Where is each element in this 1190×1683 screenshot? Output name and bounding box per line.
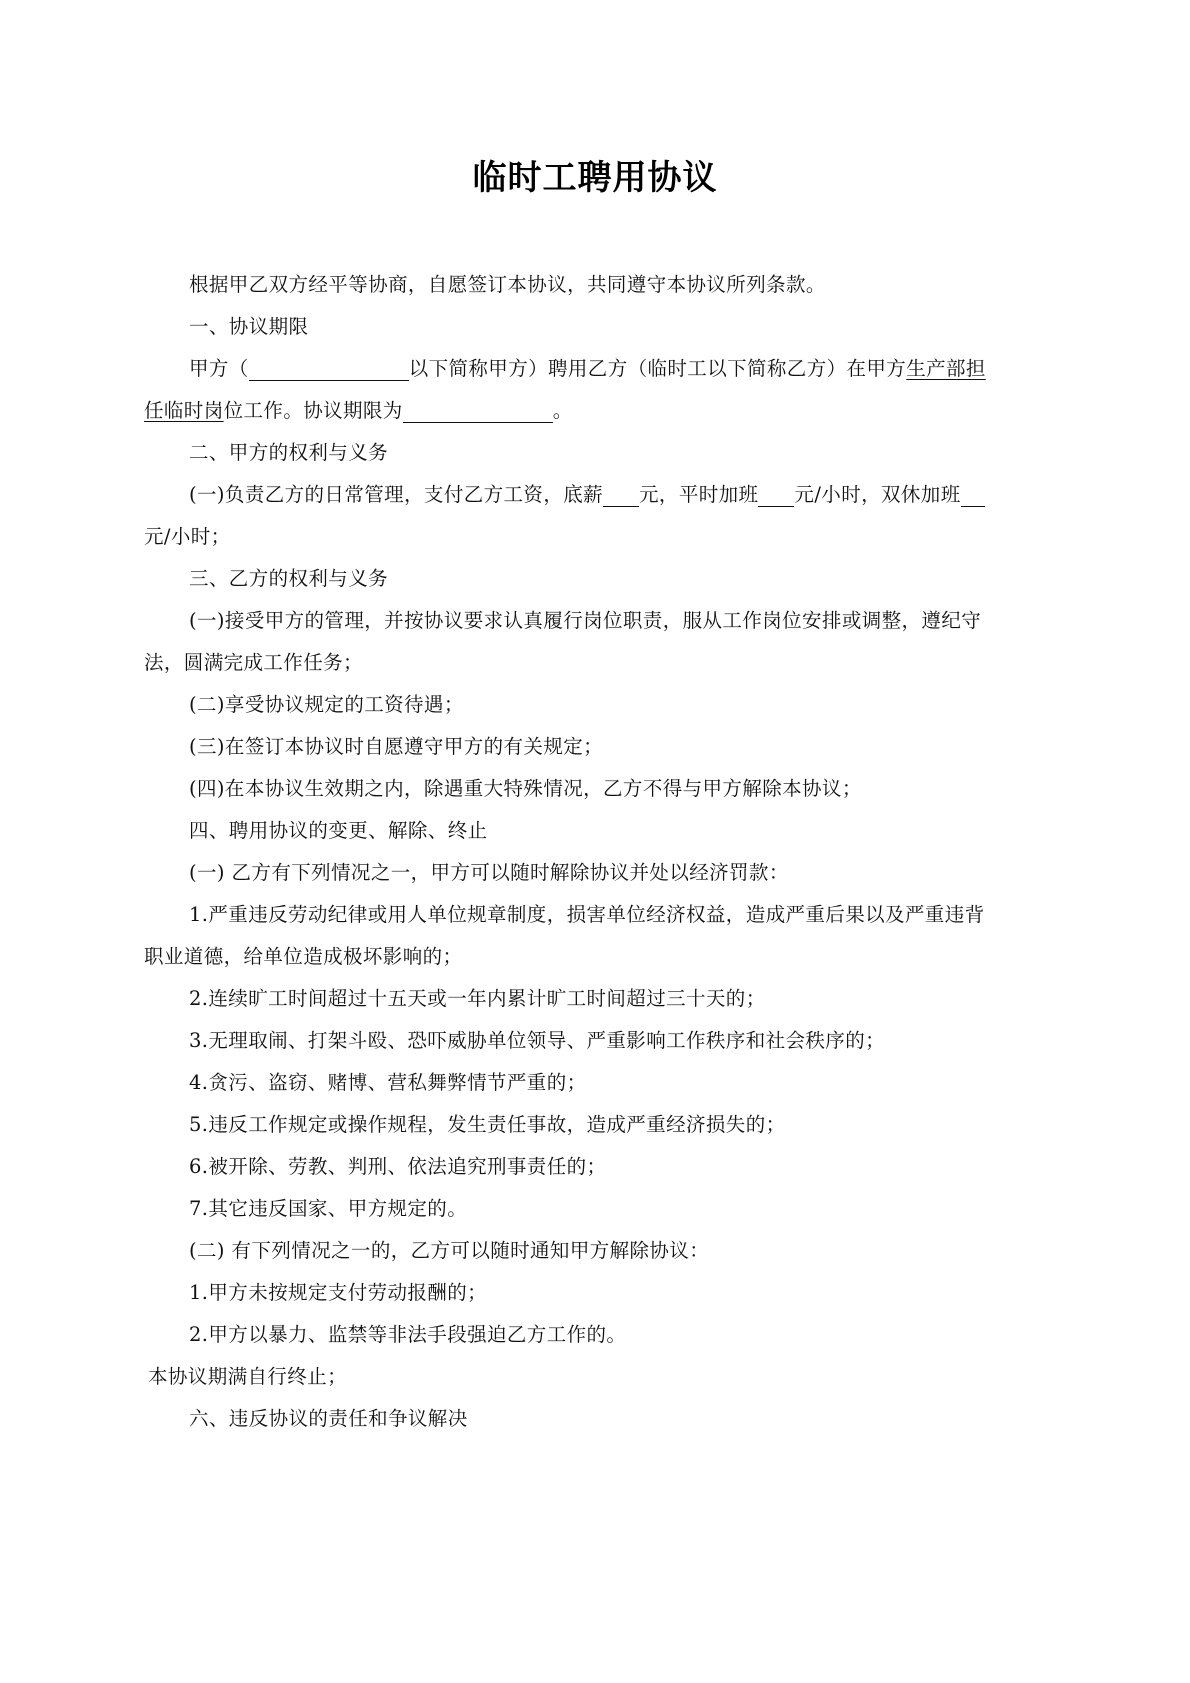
section-4-a-item-4: 4.贪污、盗窃、赌博、营私舞弊情节严重的； <box>189 1071 587 1094</box>
section-1-line-2: 任临时岗位工作。协议期限为 。 <box>144 399 573 422</box>
section-4-a-item-2: 2.连续旷工时间超过十五天或一年内累计旷工时间超过三十天的； <box>189 987 766 1010</box>
term-period-blank[interactable] <box>403 400 553 423</box>
section-4-a-item-6: 6.被开除、劳教、判刑、依法追究刑事责任的； <box>189 1155 607 1178</box>
section-4-b-item-1: 1.甲方未按规定支付劳动报酬的； <box>189 1281 488 1304</box>
section-4-subsection-a-heading: (一) 乙方有下列情况之一，甲方可以随时解除协议并处以经济罚款： <box>189 861 789 884</box>
section-1-line-1: 甲方（ 以下简称甲方）聘用乙方（临时工以下简称乙方）在甲方生产部担 <box>189 357 986 380</box>
section-4-a-item-5: 5.违反工作规定或操作规程，发生责任事故，造成严重经济损失的； <box>189 1113 786 1136</box>
section-4-a-item-7: 7.其它违反国家、甲方规定的。 <box>189 1197 468 1220</box>
section-3-item-1-line-1: (一)接受甲方的管理，并按协议要求认真履行岗位职责，服从工作岗位安排或调整，遵纪守 <box>189 609 982 632</box>
intro-paragraph: 根据甲乙双方经平等协商，自愿签订本协议，共同遵守本协议所列条款。 <box>189 273 826 296</box>
section-2-item-1-line-2: 元/小时； <box>144 525 231 548</box>
overtime-rate-blank[interactable] <box>758 484 794 507</box>
section-4-a-item-3: 3.无理取闹、打架斗殴、恐吓威胁单位领导、严重影响工作秩序和社会秩序的； <box>189 1029 886 1052</box>
section-3-item-3: (三)在签订本协议时自愿遵守甲方的有关规定； <box>189 735 604 758</box>
section-4-heading: 四、聘用协议的变更、解除、终止 <box>189 819 488 842</box>
document-title: 临时工聘用协议 <box>472 158 718 198</box>
section-4-subsection-b-heading: (二) 有下列情况之一的，乙方可以随时通知甲方解除协议： <box>189 1239 710 1262</box>
section-6-heading: 六、违反协议的责任和争议解决 <box>189 1407 468 1430</box>
section-4-a-item-1-line-2: 职业道德，给单位造成极坏影响的； <box>144 945 463 968</box>
party-a-name-blank[interactable] <box>249 358 409 381</box>
base-salary-blank[interactable] <box>603 484 639 507</box>
section-2-heading: 二、甲方的权利与义务 <box>189 441 389 464</box>
section-4-a-item-1-line-1: 1.严重违反劳动纪律或用人单位规章制度，损害单位经济权益，造成严重后果以及严重违背 <box>189 903 985 926</box>
section-3-heading: 三、乙方的权利与义务 <box>189 567 389 590</box>
document-body <box>144 264 1052 1440</box>
section-2-item-1-line-1: (一)负责乙方的日常管理，支付乙方工资，底薪 元，平时加班 元/小时，双休加班 <box>144 474 1052 516</box>
end-clause: 本协议期满自行终止； <box>148 1365 348 1388</box>
section-3-item-4: (四)在本协议生效期之内，除遇重大特殊情况，乙方不得与甲方解除本协议； <box>189 777 862 800</box>
section-1-heading: 一、协议期限 <box>189 315 309 338</box>
section-3-item-1-line-2: 法，圆满完成工作任务； <box>144 651 363 674</box>
section-4-b-item-2: 2.甲方以暴力、监禁等非法手段强迫乙方工作的。 <box>189 1323 627 1346</box>
section-3-item-2: (二)享受协议规定的工资待遇； <box>189 693 464 716</box>
weekend-overtime-rate-blank[interactable] <box>961 484 985 507</box>
